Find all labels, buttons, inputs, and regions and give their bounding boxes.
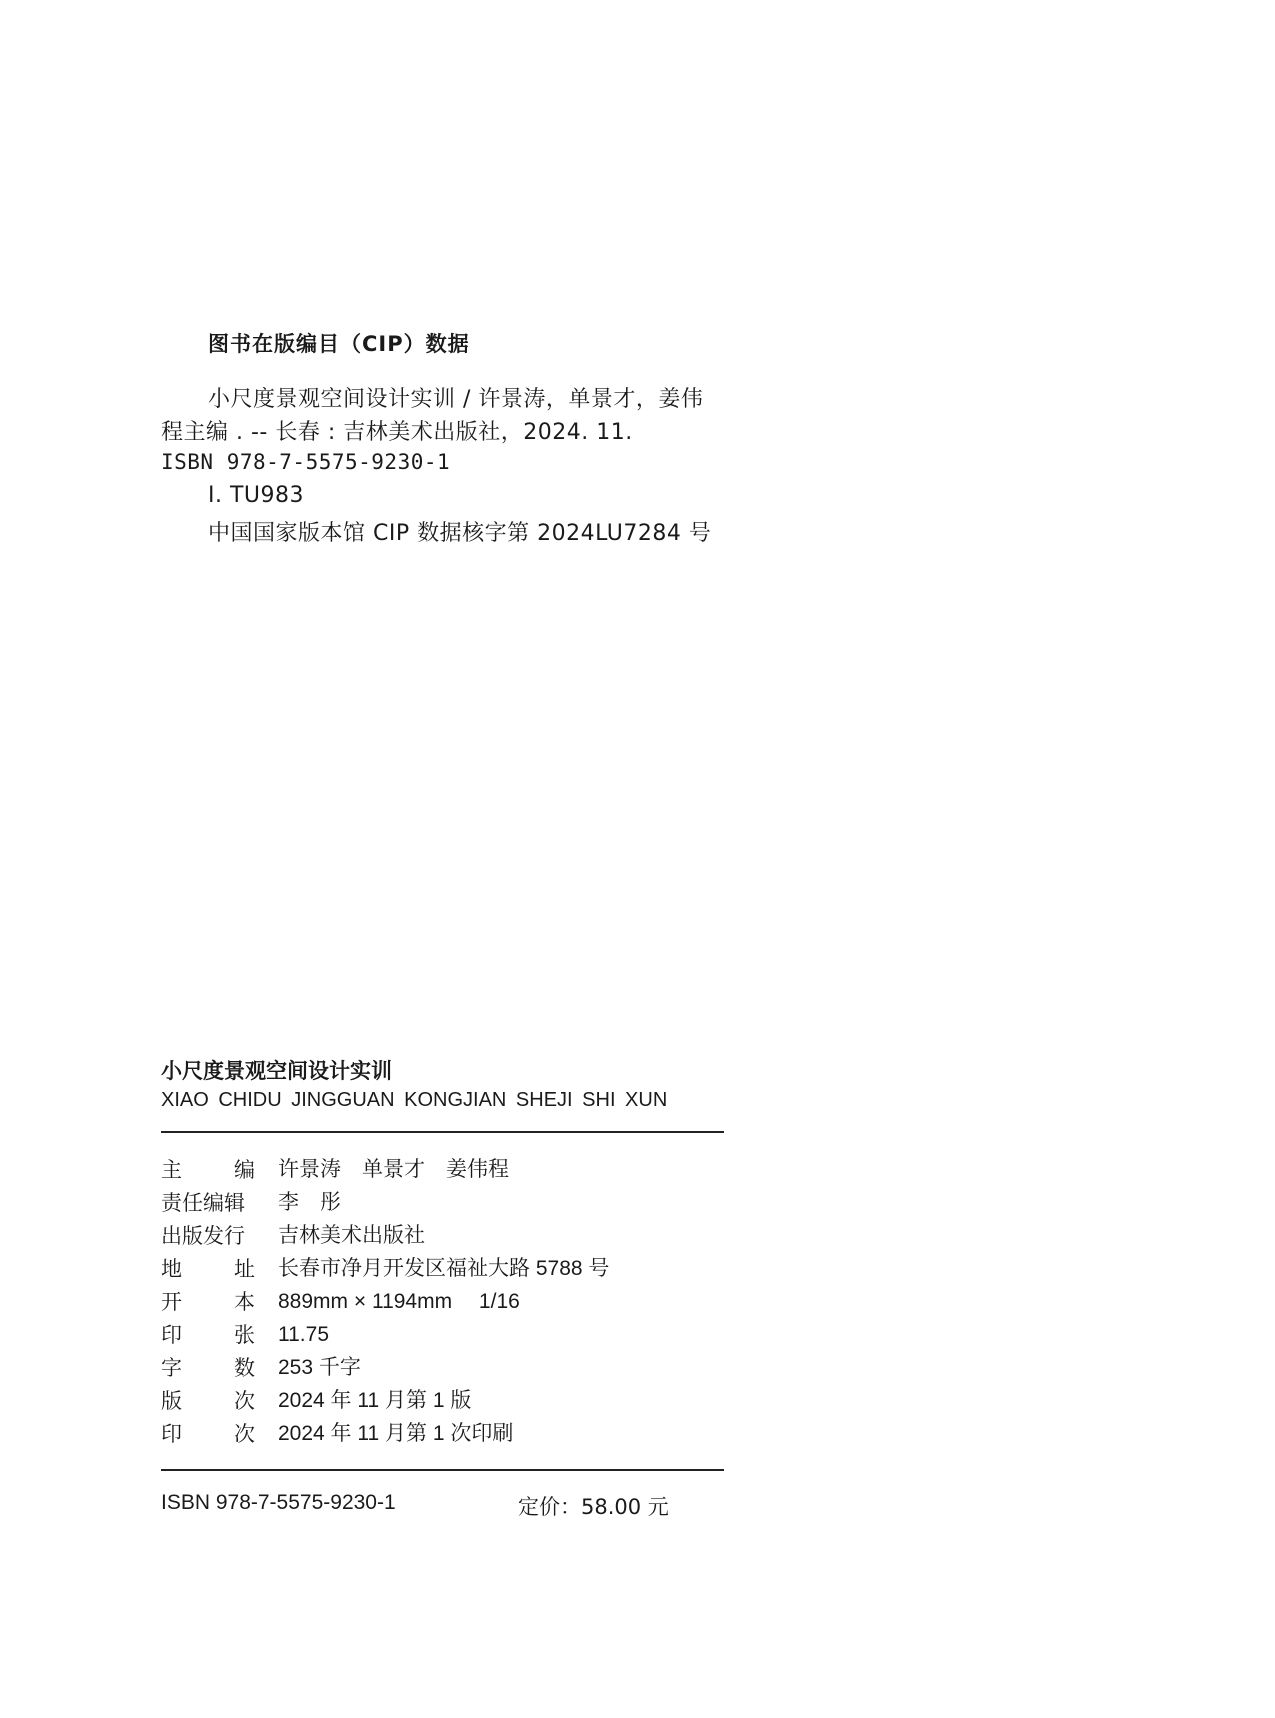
price: 定价：58.00 元 [518, 1495, 669, 1519]
info-value: 11.75 [278, 1323, 329, 1346]
bottom-divider [161, 1469, 724, 1471]
info-label: 出版发行 [161, 1224, 245, 1248]
cip-isbn-line: ISBN 978-7-5575-9230-1 [161, 450, 451, 474]
info-value: 2024 年 11 月第 1 次印刷 [278, 1422, 514, 1445]
info-value: 889mm × 1194mm 1/16 [278, 1290, 520, 1313]
cip-heading: 图书在版编目（CIP）数据 [208, 332, 470, 356]
info-label: 责任编辑 [161, 1191, 245, 1215]
book-title: 小尺度景观空间设计实训 [161, 1059, 392, 1083]
cip-classification-line: Ⅰ. TU983 [208, 483, 305, 508]
top-divider [161, 1131, 724, 1133]
info-value: 许景涛 单景才 姜伟程 [278, 1158, 509, 1181]
info-value: 长春市净月开发区福祉大路 5788 号 [278, 1257, 610, 1280]
info-value: 李 彤 [278, 1191, 341, 1214]
info-value: 吉林美术出版社 [278, 1224, 425, 1247]
cip-record-number-line: 中国国家版本馆 CIP 数据核字第 2024LU7284 号 [208, 521, 712, 546]
info-label: 地 址 [161, 1257, 255, 1281]
info-label: 开 本 [161, 1290, 255, 1314]
isbn-number: ISBN 978-7-5575-9230-1 [161, 1491, 396, 1514]
info-value: 253 千字 [278, 1356, 361, 1379]
info-value: 2024 年 11 月第 1 版 [278, 1389, 472, 1412]
book-title-pinyin: XIAO CHIDU JINGGUAN KONGJIAN SHEJI SHI XUN [161, 1089, 668, 1111]
info-label: 主 编 [161, 1158, 255, 1182]
info-label: 字 数 [161, 1356, 255, 1380]
info-label: 印 次 [161, 1422, 255, 1446]
cip-publisher-line: 程主编 . -- 长春 : 吉林美术出版社，2024. 11. [161, 420, 633, 445]
cip-title-line: 小尺度景观空间设计实训 / 许景涛，单景才，姜伟 [208, 387, 704, 412]
info-label: 印 张 [161, 1323, 255, 1347]
info-label: 版 次 [161, 1389, 255, 1413]
